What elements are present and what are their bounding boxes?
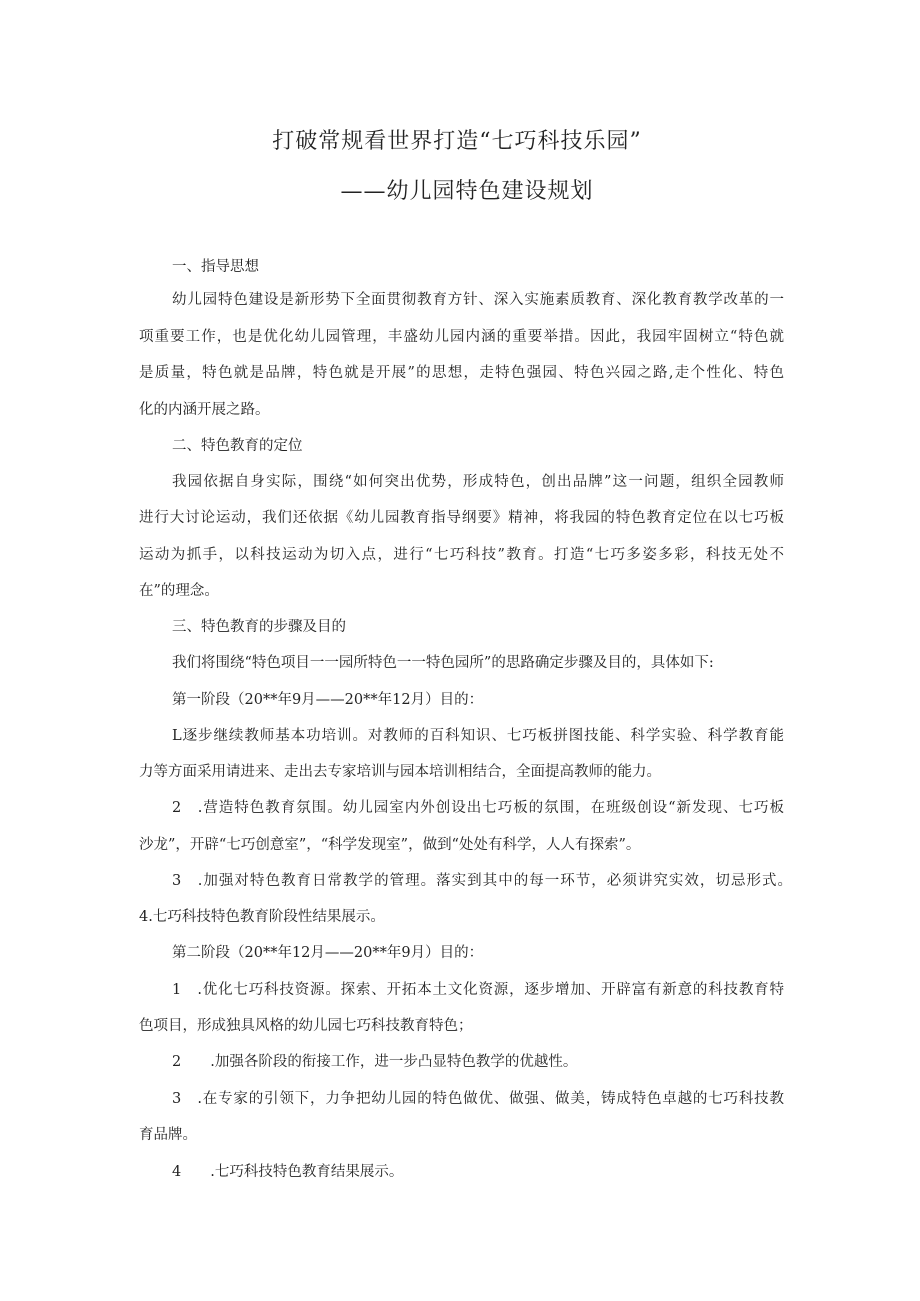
list-item-line: 1 .优化七巧科技资源。探索、开拓本土文化资源，逐步增加、开辟富有新意的科技教育特	[172, 982, 784, 998]
section-heading-guiding-thought: 一、指导思想	[172, 259, 259, 275]
paragraph-line: 我园依据自身实际，围绕“如何突出优势，形成特色，创出品牌”这一问题，组织全园教师	[172, 474, 784, 490]
paragraph-line: 幼儿园特色建设是新形势下全面贯彻教育方针、深入实施素质教育、深化教育教学改革的一	[172, 292, 784, 308]
list-item-line: 色项目，形成独具风格的幼儿园七巧科技教育特色；	[139, 1018, 473, 1034]
list-item-line: 2 .营造特色教育氛围。幼儿园室内外创设出七巧板的氛围，在班级创设“新发现、七巧板	[172, 800, 784, 816]
paragraph-line: 化的内涵开展之路。	[139, 402, 270, 418]
section-heading-steps: 三、特色教育的步骤及目的	[172, 619, 346, 635]
list-item-line: 3 .在专家的引领下，力争把幼儿园的特色做优、做强、做美，铸成特色卓越的七巧科技教	[172, 1091, 784, 1107]
paragraph-line: 在”的理念。	[139, 583, 219, 599]
list-item-line: 4.七巧科技特色教育阶段性结果展示。	[139, 909, 385, 925]
paragraph-line: 是质量，特色就是品牌，特色就是开展”的思想，走特色强园、特色兴园之路,走个性化、特色	[139, 365, 784, 381]
list-item-line: 3 .加强对特色教育日常教学的管理。落实到其中的每一环节，必须讲究实效，切忌形式。	[172, 873, 792, 889]
paragraph-line: 项重要工作，也是优化幼儿园管理，丰盛幼儿园内涵的重要举措。因此，我园牢固树立“特色就	[139, 329, 784, 345]
list-item-line: L逐步继续教师基本功培训。对教师的百科知识、七巧板拼图技能、科学实验、科学教育能	[172, 728, 784, 744]
phase-one-heading: 第一阶段（20**年9月——20**年12月）目的：	[172, 692, 484, 708]
list-item-line: 2 .加强各阶段的衔接工作，进一步凸显特色教学的优越性。	[172, 1054, 578, 1070]
list-item-line: 育品牌。	[139, 1127, 197, 1143]
paragraph-line: 我们将围绕“特色项目一一园所特色一一特色园所”的思路确定步骤及目的，具体如下:	[172, 655, 714, 671]
phase-two-heading: 第二阶段（20**年12月——20**年9月）目的：	[172, 945, 484, 961]
paragraph-line: 进行大讨论运动，我们还依据《幼儿园教育指导纲要》精神，将我园的特色教育定位在以七巧板	[139, 510, 784, 526]
list-item-line: 力等方面采用请进来、走出去专家培训与园本培训相结合，全面提高教师的能力。	[139, 764, 661, 780]
document-title: 打破常规看世界打造“七巧科技乐园”	[272, 129, 642, 154]
list-item-line: 沙龙”，开辟“七巧创意室”，“科学发现室”，做到“处处有科学，人人有探索”。	[139, 837, 641, 853]
document-subtitle: ——幼儿园特色建设规划	[340, 179, 594, 204]
paragraph-line: 运动为抓手，以科技运动为切入点，进行“七巧科技”教育。打造“七巧多姿多彩，科技无处不	[139, 547, 784, 563]
list-item-line: 4 .七巧科技特色教育结果展示。	[172, 1164, 404, 1180]
section-heading-positioning: 二、特色教育的定位	[172, 438, 303, 454]
